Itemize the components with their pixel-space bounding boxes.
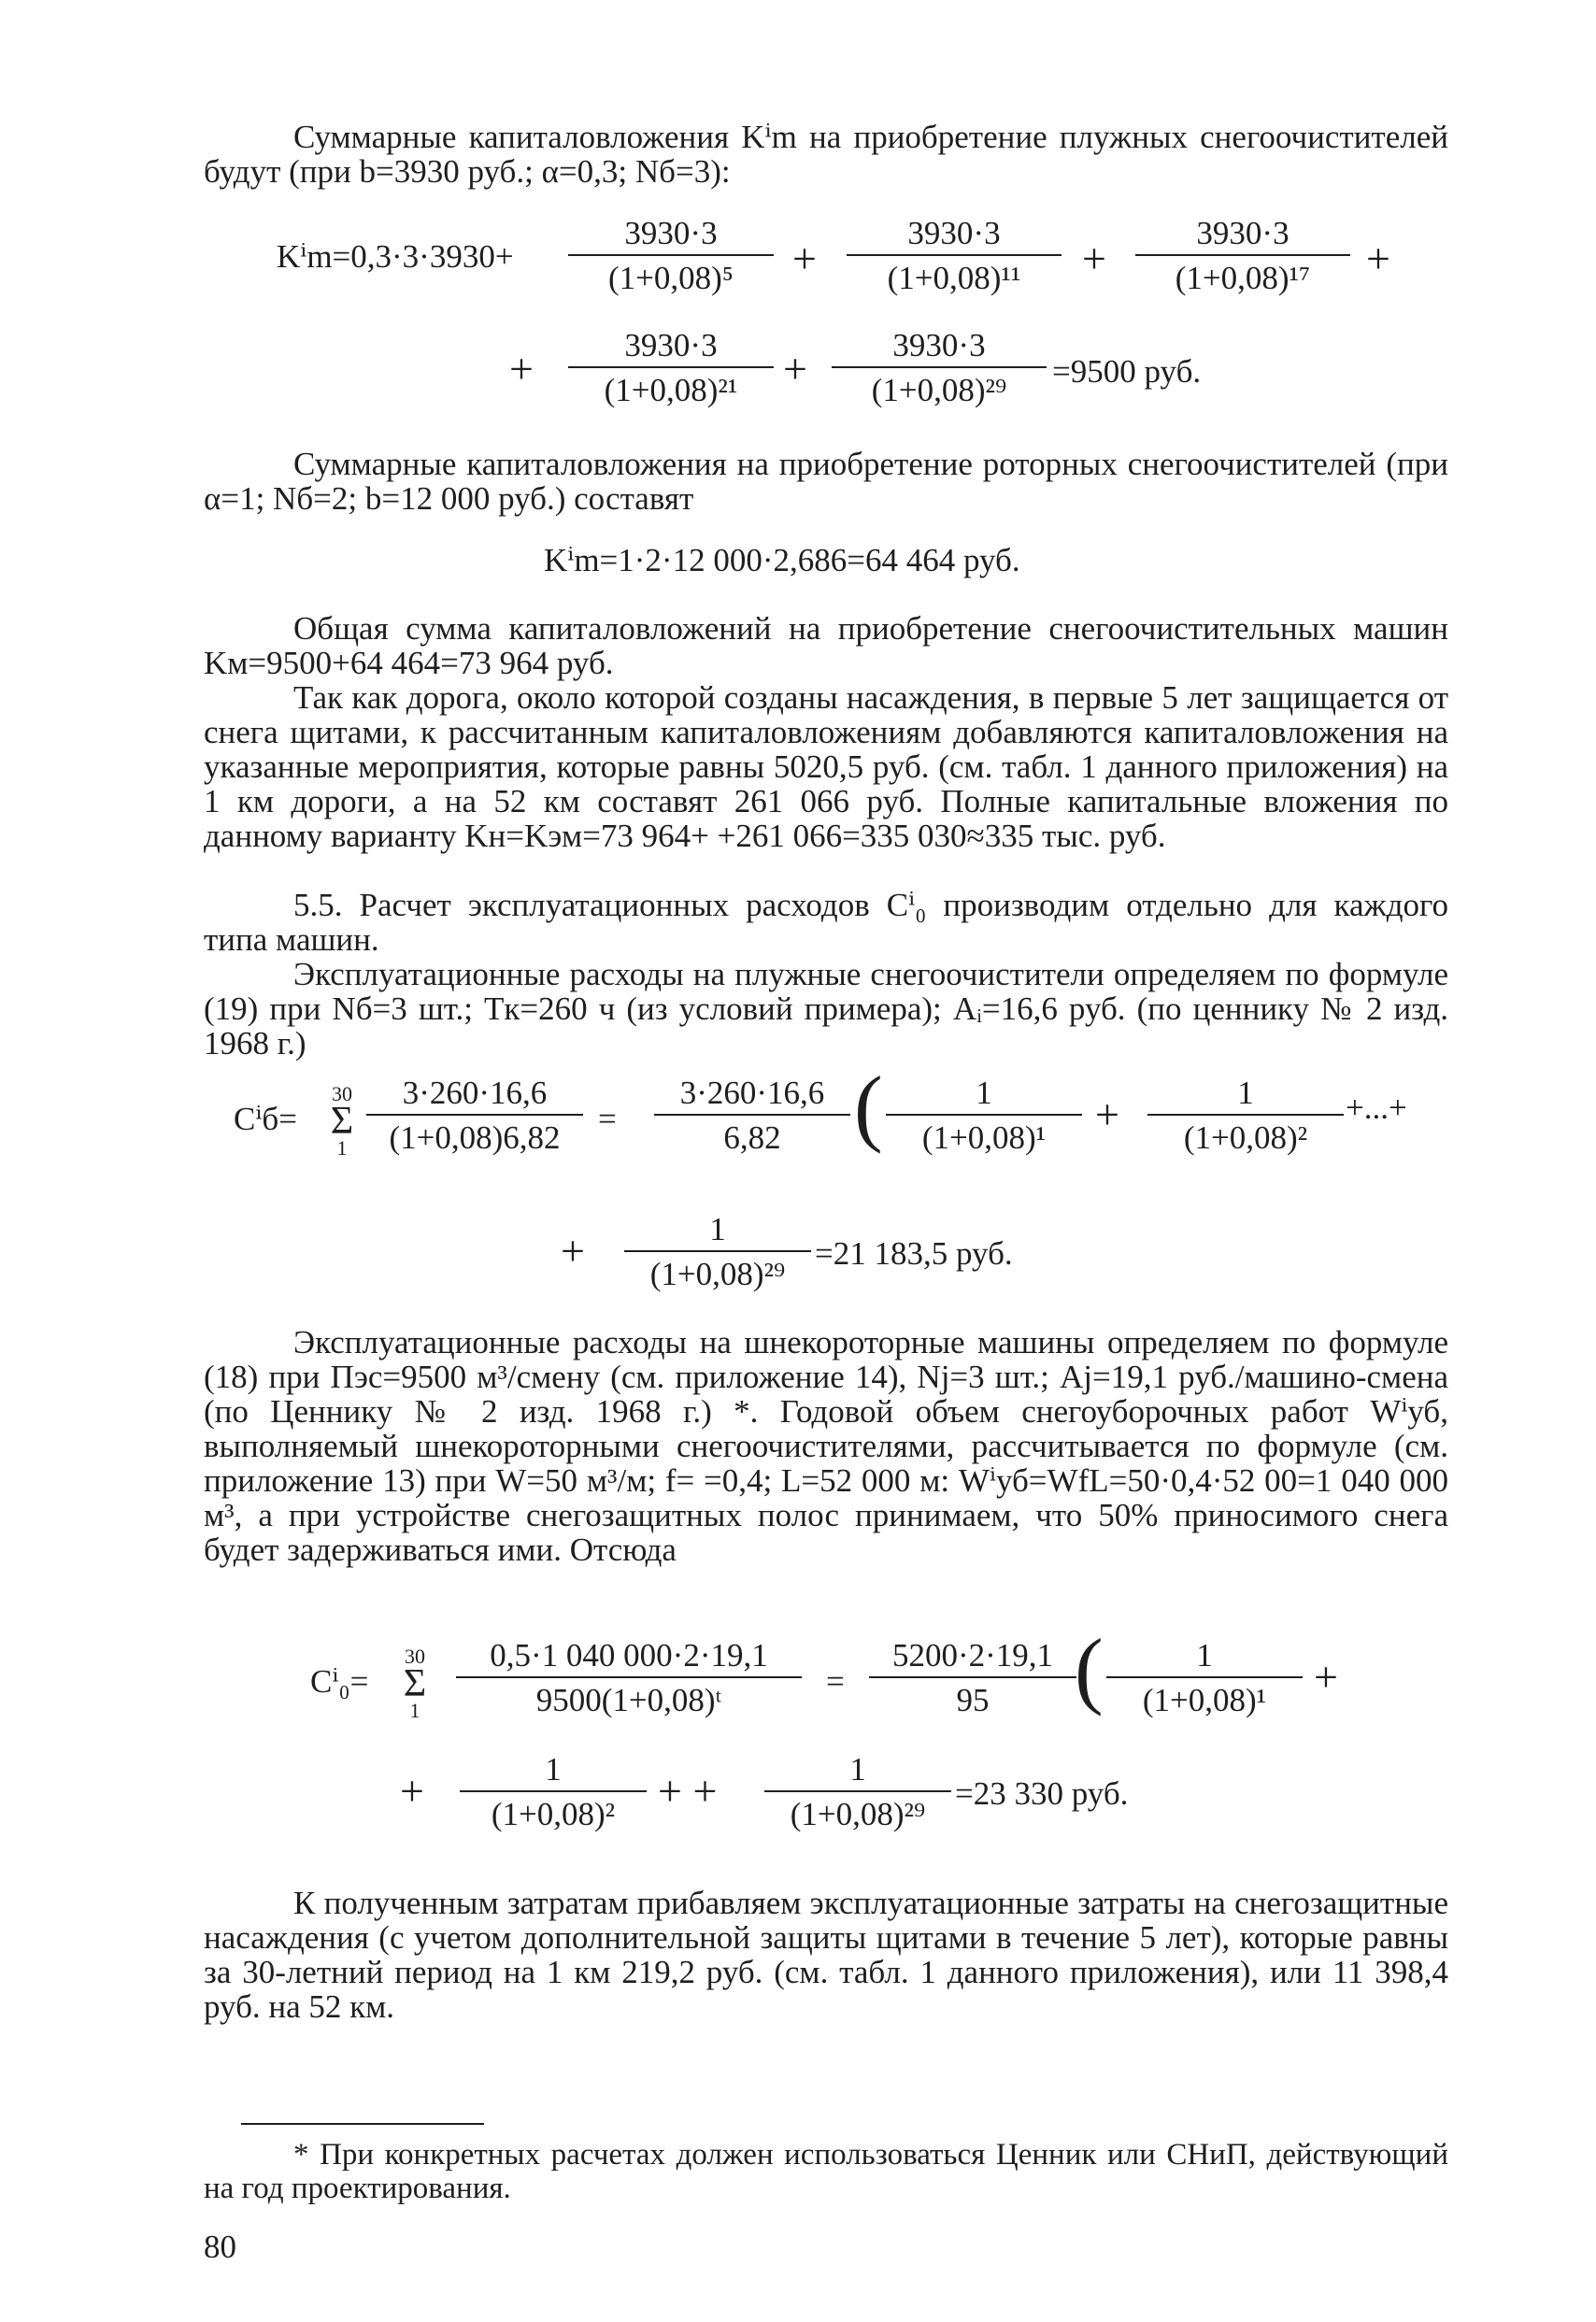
equation-rotor-investments: Kⁱm=1·2·12 000·2,686=64 464 руб.: [544, 542, 1020, 578]
eq4-fraction-4: 1 (1+0,08)²: [460, 1753, 647, 1831]
equals-sign: =: [826, 1663, 845, 1700]
eq4-fraction-1: 0,5·1 040 000·2·19,1 9500(1+0,08)ᵗ: [456, 1639, 802, 1717]
eq3-fraction-1: 3·260·16,6 (1+0,08)6,82: [366, 1076, 583, 1155]
plus-sign: +: [1082, 235, 1106, 282]
paragraph-shield-protection: [204, 680, 1448, 853]
plus-sign: +: [400, 1767, 424, 1815]
sum-sign: 30 Σ 1: [403, 1645, 427, 1722]
paragraph-text: Эксплуатационные расходы на плужные снегоочистители определяем по формуле (19) при Nб=3 шт.; Tк=260 ч (из условий примера); Aᵢ=16,6 руб. (по ценнику № 2 изд. 1968 г.): [204, 956, 1448, 1061]
eq1-lhs: Kⁱm=0,3·3·3930+: [277, 238, 514, 275]
plus-plus-signs: + +: [658, 1767, 718, 1815]
paragraph-text: Эксплуатационные расходы на шнекороторные машины определяем по формуле (18) при Пэс=9500 м³/смену (см. приложение 14), Nj=3 шт.; Aj=19,1 руб./машино-смена (по Ценнику № 2 изд. 1968 г.) *. Годовой объем снегоуборочных работ Wⁱуб, выполняемый шнекороторными снегоочистителями, рассчитывается по формуле (см. приложение 13) при W=50 м³/м; f= =0,4; L=52 000 м: Wⁱуб=WfL=50·0,4·52 00=1 040 000 м³, а при устройстве снегозащитных полос принимаем, что 50% приносимого снега будет задерживаться ими. Отсюда: [204, 1324, 1448, 1568]
eq4-result: =23 330 руб.: [955, 1775, 1129, 1812]
paragraph-plow-operating-costs: [204, 957, 1448, 1061]
paragraph-text: Суммарные капиталовложения Kⁱm на приобретение плужных снегоочистителей будут (при b=3930 руб.; α=0,3; Nб=3):: [204, 119, 1448, 190]
eq1-fraction-2: 3930·3 (1+0,08)¹¹: [847, 217, 1062, 295]
eq1-fraction-4: 3930·3 (1+0,08)²¹: [568, 329, 774, 407]
eq3-fraction-5: 1 (1+0,08)²⁹: [624, 1213, 811, 1291]
eq4-lhs: Cⁱ₀=: [310, 1663, 369, 1700]
paragraph-text: 5.5. Расчет эксплуатационных расходов Cⁱ₀ производим отдельно для каждого типа машин.: [204, 887, 1448, 958]
eq3-result: =21 183,5 руб.: [815, 1235, 1013, 1272]
paragraph-protective-plantings: [204, 1886, 1448, 2024]
plus-sign: +: [509, 345, 534, 392]
plus-sign: +: [561, 1227, 585, 1275]
eq3-fraction-2: 3·260·16,6 6,82: [654, 1076, 850, 1155]
eq3-fraction-3: 1 (1+0,08)¹: [886, 1076, 1082, 1155]
plus-sign: +: [1095, 1090, 1119, 1138]
paragraph-operating-costs-heading: [204, 888, 1448, 957]
footnote-text: * При конкретных расчетах должен использоваться Ценник или СНиП, действующий на год проектирования.: [204, 2138, 1448, 2205]
eq3-fraction-4: 1 (1+0,08)²: [1147, 1076, 1344, 1155]
paragraph-auger-operating-costs: [204, 1325, 1448, 1567]
plus-sign: +: [1314, 1653, 1338, 1701]
page-number: 80: [204, 2229, 236, 2265]
plus-sign: +: [792, 235, 817, 282]
plus-sign: +: [1366, 235, 1390, 282]
paragraph-text: Общая сумма капиталовложений на приобретение снегоочистительных машин Kм=9500+64 464=73 964 руб.: [204, 610, 1448, 681]
eq4-fraction-2: 5200·2·19,1 95: [869, 1639, 1076, 1717]
eq3-lhs: Cⁱб=: [234, 1101, 297, 1137]
open-paren: (: [1075, 1621, 1104, 1717]
eq1-fraction-1: 3930·3 (1+0,08)⁵: [568, 217, 774, 295]
paragraph-text: Так как дорога, около которой созданы насаждения, в первые 5 лет защищается от снега щитами, к рассчитанным капиталовложениям добавляются капиталовложения на указанные мероприятия, которые равны 5020,5 руб. (см. табл. 1 данного приложения) на 1 км дороги, а на 52 км составят 261 066 руб. Полные капитальные вложения по данному варианту Kн=Kэм=73 964+ +261 066=335 030≈335 тыс. руб.: [204, 679, 1448, 854]
paragraph-intro-plow-investments: [204, 120, 1448, 189]
sum-sign: 30 Σ 1: [330, 1082, 354, 1160]
paragraph-text: Суммарные капиталовложения на приобретение роторных снегоочистителей (при α=1; Nб=2; b=12 000 руб.) составят: [204, 446, 1448, 517]
footnote: [204, 2138, 1448, 2205]
eq4-fraction-3: 1 (1+0,08)¹: [1106, 1639, 1303, 1717]
plus-sign: +: [783, 345, 807, 392]
paragraph-rotor-investments: [204, 447, 1448, 516]
eq4-fraction-5: 1 (1+0,08)²⁹: [764, 1753, 951, 1831]
equals-sign: =: [598, 1101, 617, 1137]
eq1-fraction-5: 3930·3 (1+0,08)²⁹: [832, 329, 1047, 407]
footnote-separator: [241, 2123, 484, 2125]
open-paren: (: [854, 1059, 883, 1154]
eq1-fraction-3: 3930·3 (1+0,08)¹⁷: [1135, 217, 1350, 295]
paragraph-total-investments: [204, 611, 1448, 680]
paragraph-text: К полученным затратам прибавляем эксплуатационные затраты на снегозащитные насаждения (с учетом дополнительной защиты щитами в течение 5 лет), которые равны за 30-летний период на 1 км 219,2 руб. (см. табл. 1 данного приложения), или 11 398,4 руб. на 52 км.: [204, 1885, 1448, 2025]
eq1-result: =9500 руб.: [1052, 353, 1202, 390]
ellipsis-plus: +...+: [1346, 1090, 1407, 1126]
